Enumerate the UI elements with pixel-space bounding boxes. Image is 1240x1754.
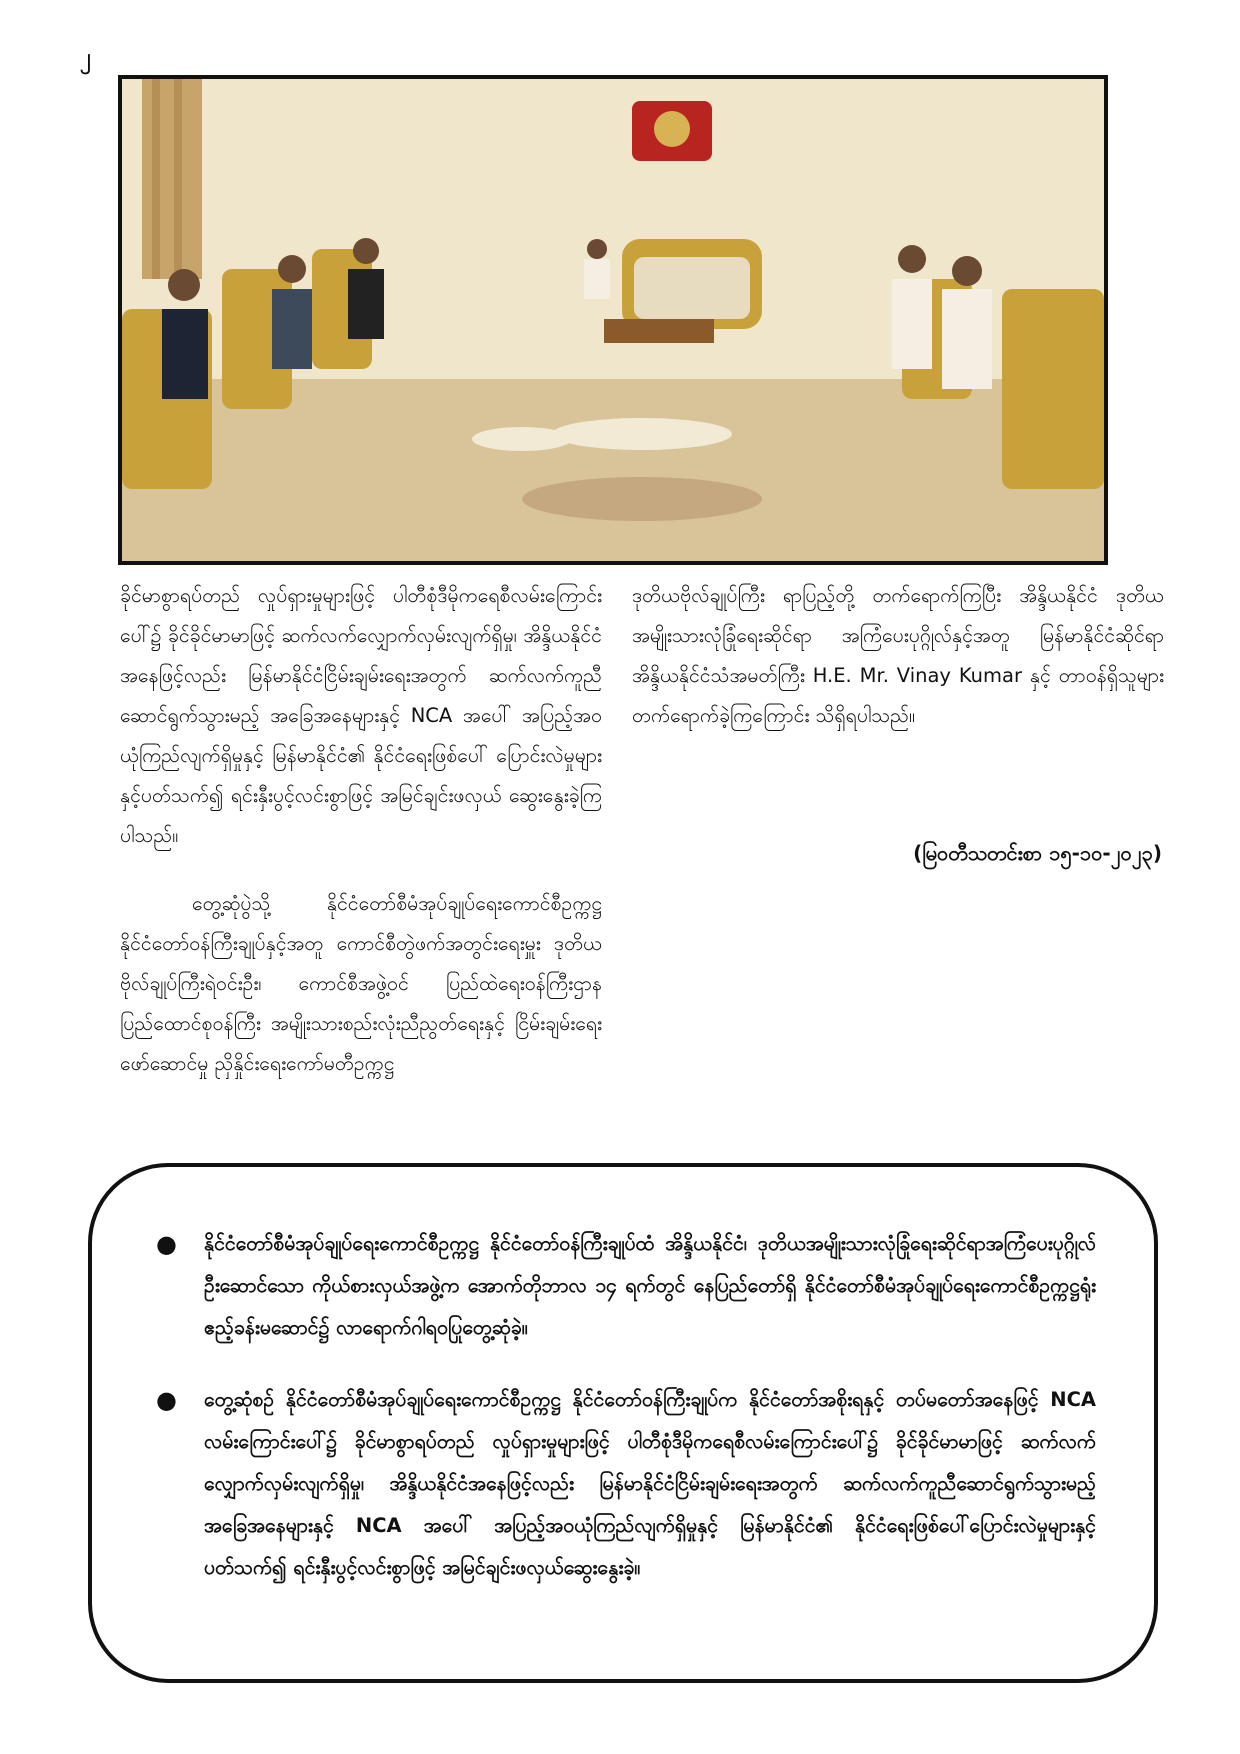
person-right-1-head (898, 245, 926, 273)
person-left-1-head (168, 269, 200, 301)
page-number: ၂ (80, 45, 91, 70)
meeting-photo-illustration (122, 79, 1104, 561)
curtain-fold (174, 79, 182, 279)
curtain-fold (152, 79, 160, 279)
crest-emblem (654, 111, 690, 147)
sofa-cushion (634, 257, 750, 319)
person-left-2 (272, 289, 312, 369)
bullet-icon: ● (156, 1230, 177, 1258)
person-right-2-head (952, 256, 982, 286)
person-center (584, 259, 610, 299)
person-center-head (587, 239, 607, 259)
summary-text: နိုင်ငံတော်စီမံအုပ်ချုပ်ရေးကောင်စီဥက္ကဋ္ဌ နိုင်ငံတော်ဝန်ကြီးချုပ်ထံ အိန္ဒိယနိုင်ငံ၊ ဒုတိယအမျိုးသားလုံခြုံရေးဆိုင်ရာအကြံပေးပုဂ္ဂိုလ်ဦးဆောင်သော ကိုယ်စားလှယ်အဖွဲ့က အောက်တိုဘာလ ၁၄ ရက်တွင် နေပြည်တော်ရှိ နိုင်ငံတော်စီမံအုပ်ချုပ်ရေးကောင်စီဥက္ကဋ္ဌရုံး ဧည့်ခန်းမဆောင်၌ လာရောက်ဂါရဝပြုတွေ့ဆုံခဲ့။ (204, 1232, 1096, 1339)
bullet-icon: ● (156, 1386, 177, 1414)
article-column-right (632, 576, 1164, 736)
person-left-3-head (353, 238, 379, 264)
news-source-citation: (မြဝတီသတင်းစာ ၁၅-၁၀-၂၀၂၃) (913, 841, 1162, 865)
carpet-medallion (472, 427, 572, 451)
article-paragraph: ခိုင်မာစွာရပ်တည် လှုပ်ရှားမှုများဖြင့် ပါတီစုံဒီမိုကရေစီလမ်းကြောင်းပေါ်၌ ခိုင်ခိုင်မာမာဖြင့် ဆက်လက်လျှောက်လှမ်းလျက်ရှိမှု၊ အိန္ဒိယနိုင်ငံအနေဖြင့်လည်း မြန်မာနိုင်ငံငြိမ်းချမ်းရေးအတွက် ဆက်လက်ကူညီဆောင်ရွက်သွားမည့် အခြေအနေများနှင့် NCA အပေါ် အပြည့်အဝယုံကြည်လျက်ရှိမှုနှင့် မြန်မာနိုင်ငံ၏ နိုင်ငံရေးဖြစ်ပေါ် ပြောင်းလဲမှုများနှင့်ပတ်သက်၍ ရင်းနှီးပွင့်လင်းစွာဖြင့် အမြင်ချင်းဖလှယ် ဆွေးနွေးခဲ့ကြပါသည်။ (120, 584, 602, 847)
summary-box (88, 1163, 1158, 1683)
carpet-medallion (552, 418, 732, 450)
person-left-3 (348, 269, 384, 339)
person-left-2-head (278, 255, 306, 283)
article-paragraph: ဒုတိယဗိုလ်ချုပ်ကြီး ရာပြည့်တို့ တက်ရောက်ကြပြီး အိန္ဒိယနိုင်ငံ ဒုတိယအမျိုးသားလုံခြုံရေးဆိုင်ရာ အကြံပေးပုဂ္ဂိုလ်နှင့်အတူ မြန်မာနိုင်ငံဆိုင်ရာ အိန္ဒိယနိုင်ငံသံအမတ်ကြီး H.E. Mr. Vinay Kumar နှင့် တာဝန်ရှိသူများ တက်ရောက်ခဲ့ကြကြောင်း သိရှိရပါသည်။ (632, 584, 1164, 727)
article-paragraph: တွေ့ဆုံပွဲသို့ နိုင်ငံတော်စီမံအုပ်ချုပ်ရေးကောင်စီဥက္ကဋ္ဌ နိုင်ငံတော်ဝန်ကြီးချုပ်နှင့်အတူ ကောင်စီတွဲဖက်အတွင်းရေးမှူး ဒုတိယဗိုလ်ချုပ်ကြီးရဲဝင်းဦး၊ ကောင်စီအဖွဲ့ဝင် ပြည်ထဲရေးဝန်ကြီးဌာန ပြည်ထောင်စုဝန်ကြီး အမျိုးသားစည်းလုံးညီညွတ်ရေးနှင့် ငြိမ်းချမ်းရေးဖော်ဆောင်မှု ညှိနှိုင်းရေးကော်မတီဥက္ကဋ္ဌ (120, 892, 602, 1075)
carpet-pattern (522, 477, 762, 521)
article-column-left (120, 576, 602, 1084)
meeting-photo (118, 75, 1108, 565)
summary-list (148, 1223, 1096, 1589)
summary-item (148, 1223, 1096, 1349)
curtain (142, 79, 202, 279)
summary-text: တွေ့ဆုံစဉ် နိုင်ငံတော်စီမံအုပ်ချုပ်ရေးကောင်စီဥက္ကဋ္ဌ နိုင်ငံတော်ဝန်ကြီးချုပ်က နိုင်ငံတော်အစိုးရနှင့် တပ်မတော်အနေဖြင့် NCA လမ်းကြောင်းပေါ်၌ ခိုင်မာစွာရပ်တည် လှုပ်ရှားမှုများဖြင့် ပါတီစုံဒီမိုကရေစီလမ်းကြောင်းပေါ်၌ ခိုင်ခိုင်မာမာဖြင့် ဆက်လက်လျှောက်လှမ်းလျက်ရှိမှု၊ အိန္ဒိယနိုင်ငံအနေဖြင့်လည်း မြန်မာနိုင်ငံငြိမ်းချမ်းရေးအတွက် ဆက်လက်ကူညီဆောင်ရွက်သွားမည့် အခြေအနေများနှင့် NCA အပေါ် အပြည့်အဝယုံကြည်လျက်ရှိမှုနှင့် မြန်မာနိုင်ငံ၏ နိုင်ငံရေးဖြစ်ပေါ်ပြောင်းလဲမှုများနှင့်ပတ်သက်၍ ရင်းနှီးပွင့်လင်းစွာဖြင့် အမြင်ချင်းဖလှယ်ဆွေးနွေးခဲ့။ (204, 1388, 1096, 1579)
person-right-2 (942, 289, 992, 389)
person-right-1 (892, 279, 932, 369)
chair-right-front (1002, 289, 1104, 489)
coffee-table (604, 319, 714, 343)
person-left-1 (162, 309, 208, 399)
summary-item (148, 1379, 1096, 1589)
